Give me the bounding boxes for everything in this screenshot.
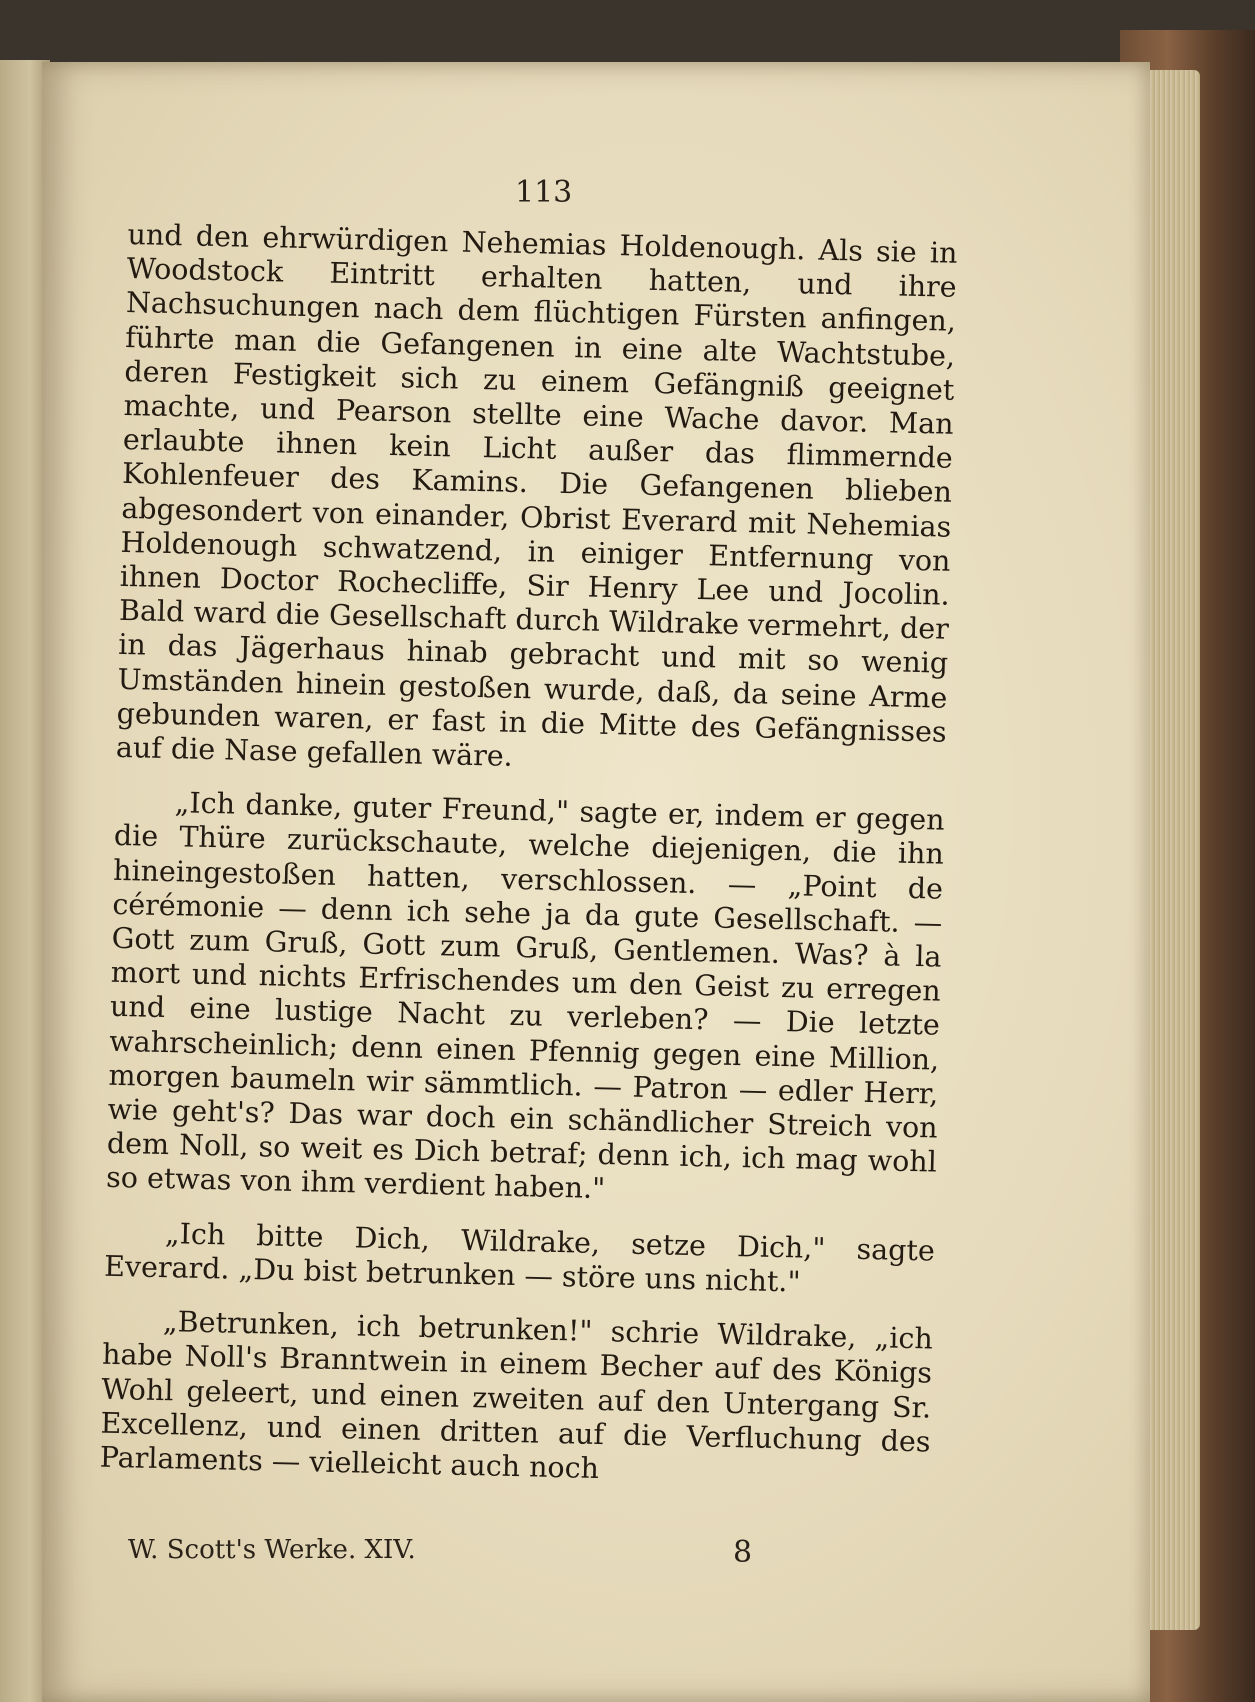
sheet-number: 8: [733, 1535, 753, 1570]
paragraph-2: „Ich danke, guter Freund," sagte er, indem er gegen die Thüre zurückschaute, welche diejenigen, die ihn hineingestoßen hatten, verschlossen. — „Point de cérémonie — denn ich sehe ja da gute Gesellschaft. — Gott zum Gruß, Gott zum Gruß, Gentlemen. Was? à la mort und nichts Erfrischendes um den Geist zu erregen und eine lustige Nacht zu verleben? — Die letzte wahrscheinlich; denn einen Pfennig gegen eine Million, morgen baumeln wir sämmtlich. — Patron — edler Herr, wie geht's? Das war doch ein schändlicher Streich von dem Noll, so weit es Dich betraf; denn ich, ich mag wohl so etwas von ihm verdient haben.": [105, 786, 945, 1206]
paragraph-4: „Betrunken, ich betrunken!" schrie Wildrake, „ich habe Noll's Branntwein in einem Becher auf des Königs Wohl geleert, und einen zweiten auf den Untergang Sr. Excellenz, und einen dritten auf die Verfluchung des Parlaments — vielleicht auch noch: [99, 1305, 934, 1485]
paragraph-1: und den ehrwürdigen Nehemias Holdenough. Als sie in Woodstock Eintritt erhalten hatten, und ihre Nachsuchungen nach dem flüchtigen Fürsten anfingen, führte man die Gefangenen in eine alte Wachtstube, deren Festigkeit sich zu einem Gefängniß geeignet machte, und Pearson stellte eine Wache davor. Man erlaubte ihnen kein Licht außer das flimmernde Kohlenfeuer des Kamins. Die Gefangenen blieben abgesondert von einander, Obrist Everard mit Nehemias Holdenough schwatzend, in einiger Entfernung von ihnen Doctor Rochecliffe, Sir Henry Lee und Jocolin. Bald ward die Gesellschaft durch Wildrake vermehrt, der in das Jägerhaus hinab gebracht und mit so wenig Umständen hinein gestoßen wurde, daß, da seine Arme gebunden waren, er fast in die Mitte des Gefängnisses auf die Nase gefallen wäre.: [115, 218, 958, 773]
paragraph-3: „Ich bitte Dich, Wildrake, setze Dich," sagte Everard. „Du bist betrunken — störe uns nicht.": [103, 1216, 936, 1299]
signature-mark: W. Scott's Werke. XIV.: [128, 1535, 416, 1565]
body-text: [99, 218, 958, 1514]
page-number: 113: [515, 175, 573, 210]
